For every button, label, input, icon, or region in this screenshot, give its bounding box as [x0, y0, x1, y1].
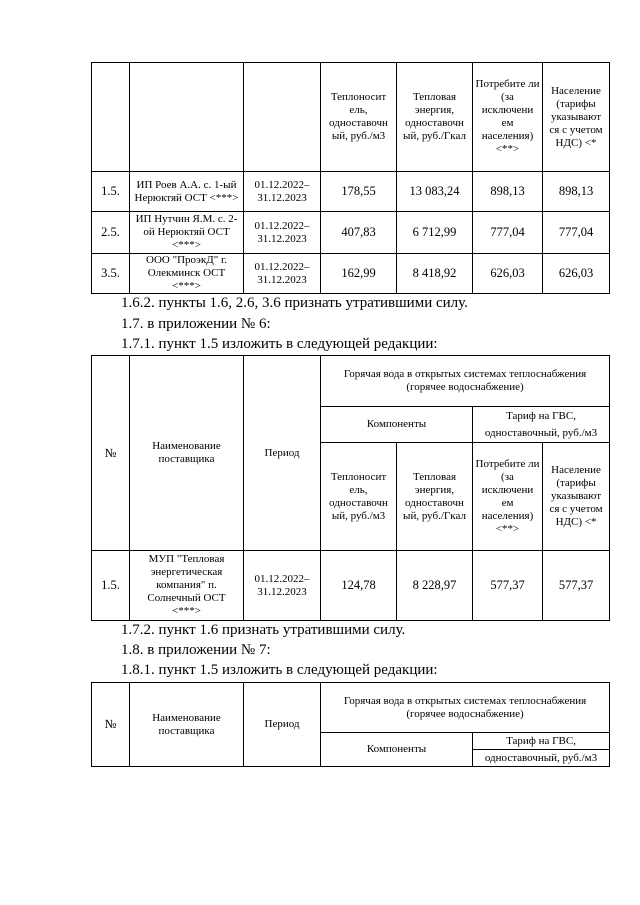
header-cell — [244, 63, 321, 172]
paragraph-1-8: 1.8. в приложении № 7: — [121, 642, 271, 658]
row-number: 2.5. — [92, 212, 130, 254]
row-period: 01.12.2022– 31.12.2023 — [244, 212, 321, 254]
row-number: 3.5. — [92, 254, 130, 294]
header-population: Население (тарифы указывают ся с учетом НДС) <* — [543, 63, 610, 172]
row-supplier: ИП Нутчин Я.М. с. 2-ой Нерюктяй ОСТ <***> — [130, 212, 244, 254]
row-number: 1.5. — [92, 172, 130, 212]
header-components: Компоненты — [321, 733, 473, 767]
row-consumers: 577,37 — [473, 551, 543, 621]
row-heat: 13 083,24 — [397, 172, 473, 212]
row-population: 777,04 — [543, 212, 610, 254]
row-coolant: 407,83 — [321, 212, 397, 254]
row-consumers: 777,04 — [473, 212, 543, 254]
row-supplier: МУП "Тепловая энергетическая компания" п. Солнечный ОСТ <***> — [130, 551, 244, 621]
tariff-table-appendix-6 — [91, 355, 610, 621]
row-coolant: 162,99 — [321, 254, 397, 294]
paragraph-1-7-2: 1.7.2. пункт 1.6 признать утратившими силу. — [121, 622, 406, 638]
header-tariff-top: Тариф на ГВС, — [473, 733, 610, 750]
header-cell — [92, 63, 130, 172]
tariff-table-appendix-7 — [91, 682, 610, 767]
row-coolant: 178,55 — [321, 172, 397, 212]
header-tariff-top: Тариф на ГВС, — [506, 409, 576, 422]
row-supplier: ИП Роев А.А. с. 1-ый Нерюктяй ОСТ <***> — [130, 172, 244, 212]
row-supplier: ООО "ПроэкД" г. Олекминск ОСТ <***> — [130, 254, 244, 294]
table-header-row — [92, 683, 610, 733]
header-tariff-bottom: одноставочный, руб./м3 — [473, 750, 610, 767]
header-supplier: Наименование поставщика — [130, 683, 244, 767]
header-coolant: Теплоносит ель, одноставочн ый, руб./м3 — [321, 443, 397, 551]
header-period: Период — [244, 683, 321, 767]
header-supplier: Наименование поставщика — [130, 356, 244, 551]
header-consumers: Потребите ли (за исключени ем населения) <**> — [473, 63, 543, 172]
header-number: № — [92, 683, 130, 767]
paragraph-1-7-1: 1.7.1. пункт 1.5 изложить в следующей редакции: — [121, 336, 438, 352]
row-period: 01.12.2022– 31.12.2023 — [244, 551, 321, 621]
header-components: Компоненты — [321, 407, 473, 443]
paragraph-1-7: 1.7. в приложении № 6: — [121, 316, 271, 332]
row-period: 01.12.2022– 31.12.2023 — [244, 254, 321, 294]
row-heat: 8 228,97 — [397, 551, 473, 621]
paragraph-1-6-2: 1.6.2. пункты 1.6, 2.6, 3.6 признать утратившими силу. — [121, 295, 468, 311]
header-hot-water-group: Горячая вода в открытых системах теплоснабжения (горячее водоснабжение) — [321, 683, 610, 733]
row-population: 577,37 — [543, 551, 610, 621]
row-coolant: 124,78 — [321, 551, 397, 621]
tariff-table-continuation — [91, 62, 610, 294]
row-consumers: 898,13 — [473, 172, 543, 212]
table-header-row — [92, 356, 610, 407]
header-population: Население (тарифы указывают ся с учетом НДС) <* — [543, 443, 610, 551]
header-heat: Тепловая энергия, одноставочн ый, руб./Гкал — [397, 443, 473, 551]
header-consumers: Потребите ли (за исключени ем населения) <**> — [473, 443, 543, 551]
header-cell — [130, 63, 244, 172]
header-hot-water-group: Горячая вода в открытых системах теплоснабжения (горячее водоснабжение) — [321, 356, 610, 407]
header-number: № — [92, 356, 130, 551]
row-population: 626,03 — [543, 254, 610, 294]
table-row — [92, 212, 610, 254]
row-period: 01.12.2022– 31.12.2023 — [244, 172, 321, 212]
header-tariff-bottom: одноставочный, руб./м3 — [484, 426, 598, 439]
header-heat: Тепловая энергия, одноставочн ый, руб./Гкал — [397, 63, 473, 172]
table-row — [92, 254, 610, 294]
row-population: 898,13 — [543, 172, 610, 212]
row-heat: 8 418,92 — [397, 254, 473, 294]
row-consumers: 626,03 — [473, 254, 543, 294]
table-row — [92, 551, 610, 621]
header-period: Период — [244, 356, 321, 551]
header-coolant: Теплоносит ель, одноставочн ый, руб./м3 — [321, 63, 397, 172]
paragraph-1-8-1: 1.8.1. пункт 1.5 изложить в следующей редакции: — [121, 662, 438, 678]
row-number: 1.5. — [92, 551, 130, 621]
header-tariff — [473, 407, 610, 443]
row-heat: 6 712,99 — [397, 212, 473, 254]
table-header-row — [92, 63, 610, 172]
table-row — [92, 172, 610, 212]
